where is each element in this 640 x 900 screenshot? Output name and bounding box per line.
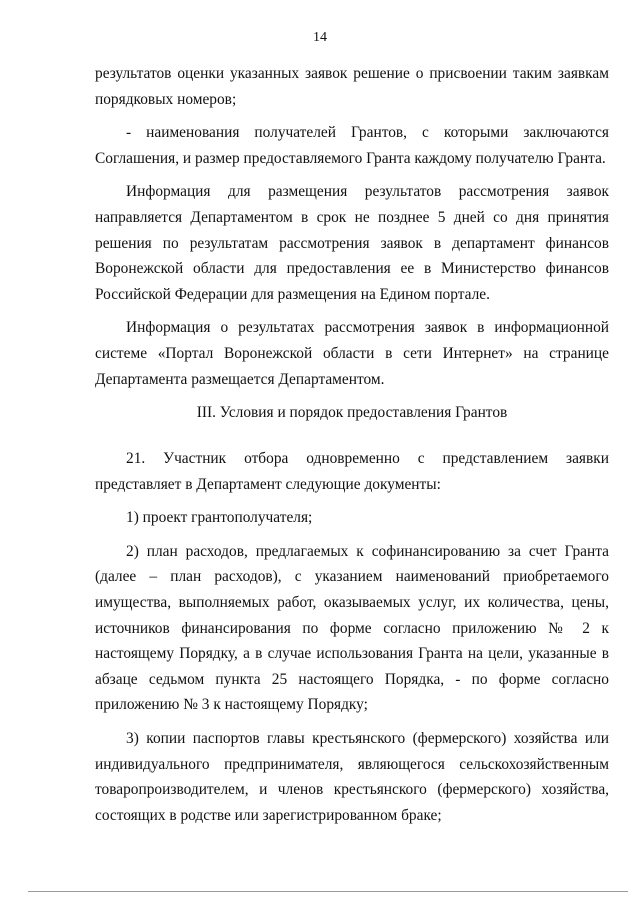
page-number: 14 <box>313 30 327 45</box>
paragraph-results-portal: Информация о результатах рассмотрения заявок в информационной системе «Портал Воронежской области в сети Интернет» на странице Департамента размещается Департаментом. <box>95 319 609 388</box>
section-heading: III. Условия и порядок предоставления Грантов <box>196 404 508 421</box>
bottom-divider <box>28 891 628 892</box>
paragraph-information-placement: Информация для размещения результатов рассмотрения заявок направляется Департаментом в срок не позднее 5 дней со дня принятия решения по результатам рассмотрения заявок в департамент финансов Воронежской области для предоставления ее в Министерство финансов Российской Федерации для размещения на Едином портале. <box>95 183 609 303</box>
list-item-2: 2) план расходов, предлагаемых к софинансированию за счет Гранта (далее – план расходов), с указанием наименований приобретаемого имущества, выполняемых работ, оказываемых услуг, их количества, цены, источников финансирования по форме согласно приложению № 2 к настоящему Порядку, а в случае использования Гранта на цели, указанные в абзаце седьмом пункта 25 настоящего Порядка, - по форме согласно приложению № 3 к настоящему Порядку; <box>95 542 609 714</box>
paragraph-continuation: результатов оценки указанных заявок решение о присвоении таким заявкам порядковых номеров; <box>95 65 609 108</box>
paragraph-grant-recipients: - наименования получателей Грантов, с которыми заключаются Соглашения, и размер предоставляемого Гранта каждому получателю Гранта. <box>95 124 609 167</box>
paragraph-item-21: 21. Участник отбора одновременно с представлением заявки представляет в Департамент следующие документы: <box>95 450 609 493</box>
list-item-3: 3) копии паспортов главы крестьянского (фермерского) хозяйства или индивидуального предпринимателя, являющегося сельскохозяйственным товаропроизводителем, и членов крестьянского (фермерского) хозяйства, состоящих в родстве или зарегистрированном браке; <box>95 729 609 824</box>
top-text-block <box>95 61 609 392</box>
bottom-text-block <box>95 446 609 828</box>
list-item-1: 1) проект грантополучателя; <box>126 509 313 527</box>
